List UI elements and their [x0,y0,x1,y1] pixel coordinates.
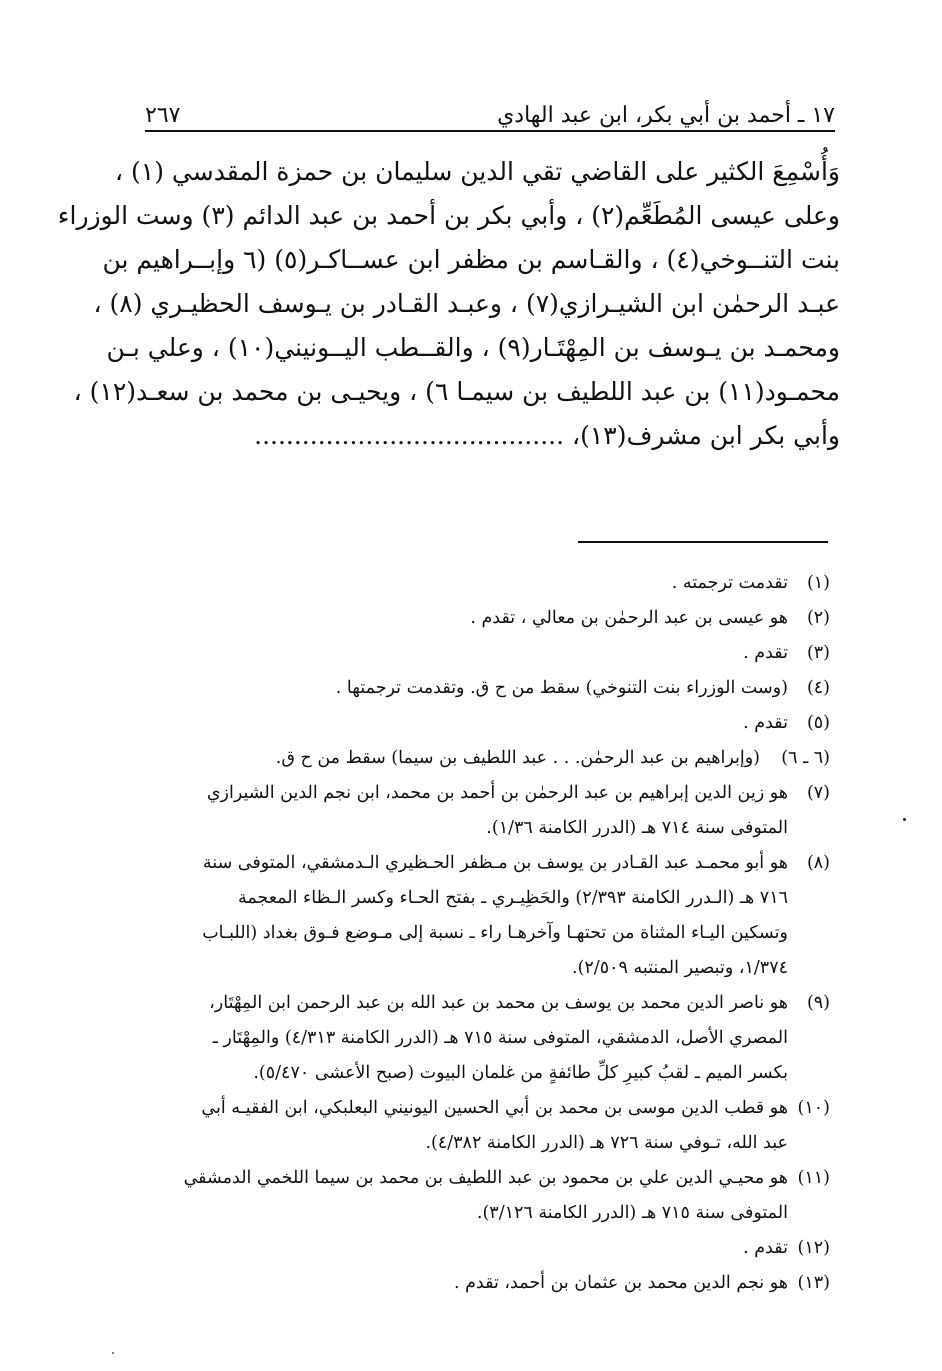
footnote-text: (وإبراهيم بن عبد الرحمٰن. . . عبد اللطيف بن سيما) سقط من ح ق. [275,748,760,768]
footnote-text: هو زين الدين إبراهيم بن عبد الرحمٰن بن أحمد بن محمد، ابن نجم الدين الشيرازي [206,783,788,803]
footnote [130,671,830,706]
footnote-text: هو نجم الدين محمد بن عثمان بن أحمد، تقدم . [453,1273,788,1293]
text-line: محمـود(١١) بن عبد اللطيف بن سيمـا ٦) ، ويحيـى بن محمد بن سعـد(١٢) ، [73,377,840,406]
text-line: وَأُسْمِعَ الكثير على القاضي تقي الدين سليمان بن حمزة المقدسي (١) ، [114,157,840,186]
footnote [130,1161,830,1231]
footnote-text: المتوفى سنة ٧١٤ هـ (الدرر الكامنة ١/٣٦). [486,818,788,838]
footnote-number: (٨) [806,853,830,873]
footnote [130,741,830,776]
page-header [145,92,835,128]
footnote-text: تقدمت ترجمته . [671,573,788,593]
footnote [130,601,830,636]
footnote-text: تقدم . [743,1238,788,1258]
footnote-number: (٥) [806,713,830,733]
footnote-number: (٢) [806,608,830,628]
footnote [130,776,830,846]
footnote-text: المصري الأصل، الدمشقي، المتوفى سنة ٧١٥ هـ (الدرر الكامنة ٤/٣١٣) والمِهْتَار ـ [212,1028,788,1048]
footnote [130,1266,830,1301]
footnote-number: (١٠) [797,1098,830,1118]
footnote-number: (١) [806,573,830,593]
scan-speck [112,1352,114,1354]
footnote-text: هو ناصر الدين محمد بن يوسف بن محمد بن عبد الله بن عبد الرحمن ابن المِهْتَار، [209,993,788,1013]
footnote [130,566,830,601]
text-line: بنت التنــوخي(٤) ، والقـاسم بن مظفر ابن عســاكـر(٥) (٦ وإبــراهيم بن [102,245,840,274]
footnote-number: (٣) [806,643,830,663]
footnote-text: هو محيـي الدين علي بن محمود بن عبد اللطيف بن محمد بن سيما اللخمي الدمشقي [183,1168,788,1188]
footnote [130,706,830,741]
footnotes [130,566,830,1301]
footnote-text: المتوفى سنة ٧١٥ هـ (الدرر الكامنة ٣/١٢٦). [476,1203,788,1223]
footnote-text: وتسكين اليـاء المثناة من تحتهـا وآخرهـا راء ـ نسبة إلى مـوضع فـوق بغداد (اللبـاب [202,923,788,943]
footnote-text: هو عيسى بن عبد الرحمٰن بن معالي ، تقدم . [470,608,788,628]
footnote [130,846,830,986]
text-line: وأبي بكر ابن مشرف(١٣)، ....................................... [254,421,840,450]
footnote-number: (١٣) [797,1273,830,1293]
footnote-text: بكسر الميم ـ لقبُ كبيرِ كلِّ طائفةٍ من غلمان البيوت (صبح الأعشى ٥/٤٧٠). [253,1063,788,1083]
footnote-number: (١١) [797,1168,830,1188]
footnote-text: هو قطب الدين موسى بن محمد بن أبي الحسين اليونيني البعلبكي، ابن الفقيـه أبي [201,1098,788,1118]
text-line: عبـد الرحمٰن ابن الشيـرازي(٧) ، وعبـد القـادر بن يـوسف الحظيـري (٨) ، [93,289,840,318]
footnote [130,636,830,671]
page-number: ٢٦٧ [145,103,181,128]
header-rule [145,130,835,132]
footnote-number: (١٢) [797,1238,830,1258]
footnote-number: (٩) [806,993,830,1013]
main-text [57,150,840,458]
footnote-number: (٧) [806,783,830,803]
running-title: ١٧ ـ أحمد بن أبي بكر، ابن عبد الهادي [497,103,835,128]
footnote-number: (٤) [806,678,830,698]
footnote-text: ١/٣٧٤، وتبصير المنتبه ٢/٥٠٩). [572,958,788,978]
text-line: ومحمـد بن يـوسف بن المِهْتَـار(٩) ، والقــطب اليــونيني(١٠) ، وعلي بـن [106,333,840,362]
text-line: وعلى عيسى المُطَعِّم(٢) ، وأبي بكر بن أحمد بن عبد الدائم (٣) وست الوزراء [57,201,840,230]
footnote-text: تقدم . [743,643,788,663]
footnote-number: (٦ ـ ٦) [781,748,830,768]
footnote [130,1091,830,1161]
footnote-text: هو أبو محمـد عبد القـادر بن يوسف بن مـظفر الحـظيري الـدمشقي، المتوفى سنة [202,853,788,873]
footnote-separator [578,541,828,543]
footnote-text: عبد الله، تـوفي سنة ٧٢٦ هـ (الدرر الكامنة ٤/٣٨٢). [425,1133,788,1153]
footnote [130,1231,830,1266]
footnote-text: تقدم . [743,713,788,733]
footnote [130,986,830,1091]
footnote-text: ٧١٦ هـ (الـدرر الكامنة ٢/٣٩٣) والحَظِيـري ـ بفتح الحـاء وكسر الـظاء المعجمة [237,888,788,908]
scan-speck [903,818,906,821]
footnote-text: (وست الوزراء بنت التنوخي) سقط من ح ق. وتقدمت ترجمتها . [335,678,788,698]
